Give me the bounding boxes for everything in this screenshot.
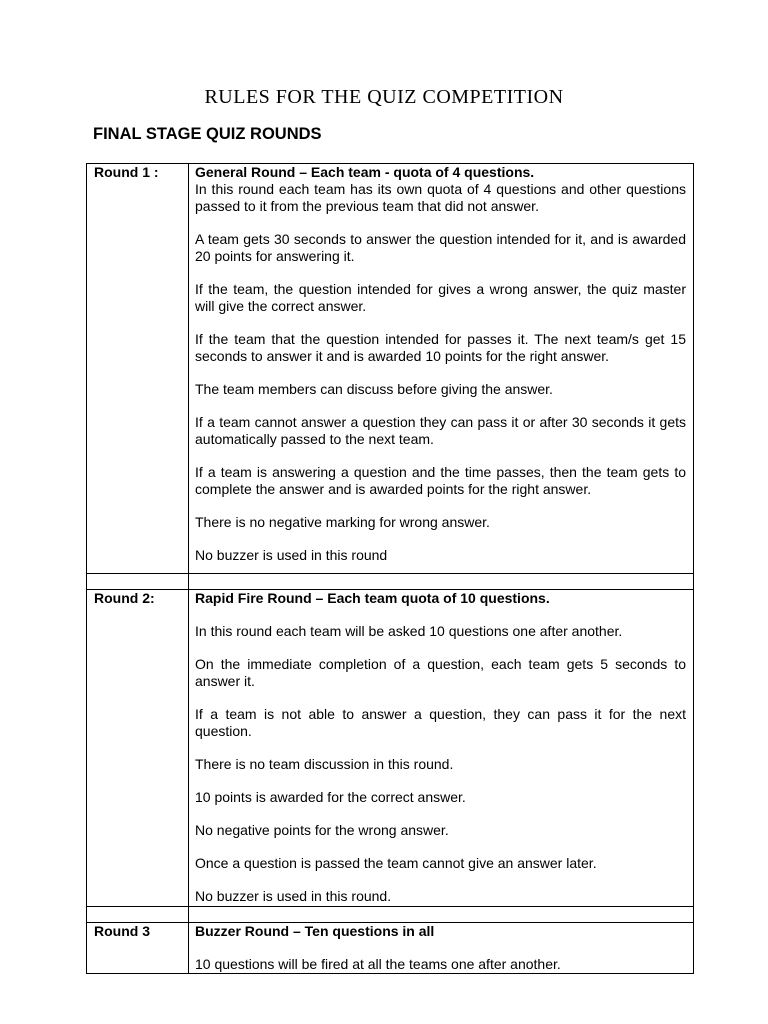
- round-row-2: [87, 590, 694, 907]
- round-label: Round 1 :: [87, 164, 189, 574]
- rule-paragraph: 10 points is awarded for the correct answer.: [195, 789, 466, 805]
- rule-paragraph: The team members can discuss before giving the answer.: [195, 381, 553, 397]
- spacer-row: [87, 574, 694, 590]
- round-heading: Rapid Fire Round – Each team quota of 10 questions.: [195, 590, 550, 606]
- rule-paragraph: If a team cannot answer a question they can pass it or after 30 seconds it gets automatically passed to the next team.: [195, 414, 686, 447]
- rule-paragraph: In this round each team will be asked 10 questions one after another.: [195, 623, 623, 639]
- rule-paragraph: Once a question is passed the team cannot give an answer later.: [195, 855, 597, 871]
- rule-paragraph: No buzzer is used in this round: [195, 547, 388, 563]
- section-heading: FINAL STAGE QUIZ ROUNDS: [93, 125, 322, 143]
- round-label: Round 2:: [87, 590, 189, 907]
- rule-paragraph: A team gets 30 seconds to answer the question intended for it, and is awarded 20 points for answering it.: [195, 231, 686, 264]
- rule-paragraph: There is no negative marking for wrong answer.: [195, 514, 490, 530]
- spacer-row: [87, 907, 694, 923]
- round-heading: General Round – Each team - quota of 4 questions.: [195, 164, 535, 180]
- document-title: RULES FOR THE QUIZ COMPETITION: [204, 86, 564, 108]
- round-label: Round 3: [87, 923, 189, 974]
- round-row-3: [87, 923, 694, 974]
- rule-paragraph: There is no team discussion in this round.: [195, 756, 454, 772]
- empty-cell: [189, 574, 694, 590]
- rule-paragraph: In this round each team has its own quota of 4 questions and other questions passed to it from the previous team that did not answer.: [195, 181, 686, 214]
- empty-cell: [189, 907, 694, 923]
- round-heading: Buzzer Round – Ten questions in all: [195, 923, 435, 939]
- rule-paragraph: 10 questions will be fired at all the teams one after another.: [195, 956, 561, 972]
- empty-cell: [87, 907, 189, 923]
- rule-paragraph: If a team is answering a question and the time passes, then the team gets to complete the answer and is awarded points for the right answer.: [195, 464, 686, 497]
- rule-paragraph: No buzzer is used in this round.: [195, 888, 392, 904]
- rule-paragraph: If the team that the question intended for passes it. The next team/s get 15 seconds to answer it and is awarded 10 points for the right answer.: [195, 331, 686, 364]
- round-content: [189, 923, 694, 974]
- rule-paragraph: If a team is not able to answer a question, they can pass it for the next question.: [195, 706, 686, 739]
- rounds-table: [86, 163, 694, 974]
- round-content: [189, 164, 694, 574]
- rule-paragraph: On the immediate completion of a question, each team gets 5 seconds to answer it.: [195, 656, 686, 689]
- rule-paragraph: If the team, the question intended for gives a wrong answer, the quiz master will give the correct answer.: [195, 281, 686, 314]
- empty-cell: [87, 574, 189, 590]
- round-content: [189, 590, 694, 907]
- rule-paragraph: No negative points for the wrong answer.: [195, 822, 449, 838]
- round-row-1: [87, 164, 694, 574]
